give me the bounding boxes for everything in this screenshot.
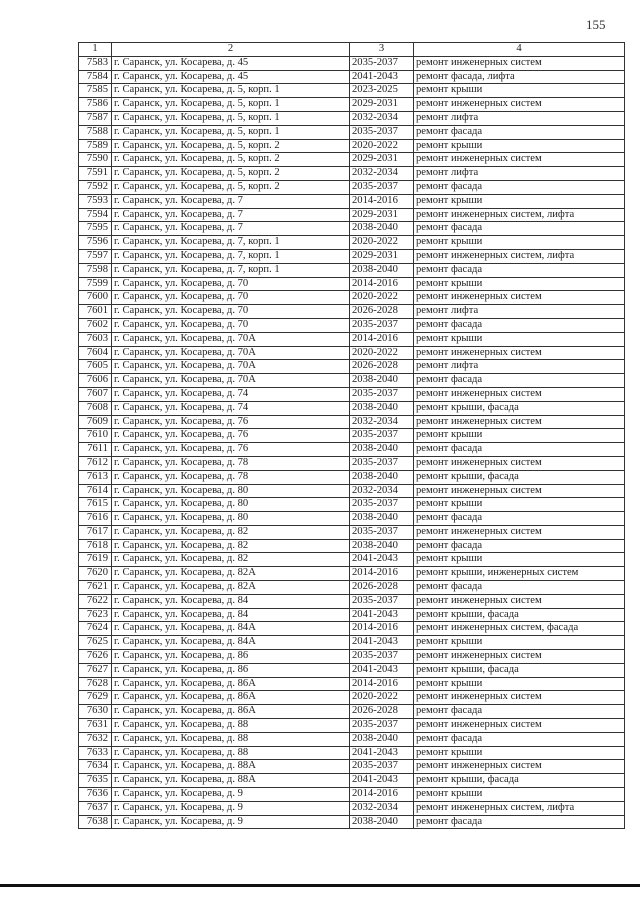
period-cell: 2029-2031 [350,98,414,112]
row-number-cell: 7604 [79,346,112,360]
address-cell: г. Саранск, ул. Косарева, д. 84А [112,636,350,650]
work-type-cell: ремонт крыши [414,746,625,760]
row-number-cell: 7621 [79,581,112,595]
work-type-cell: ремонт инженерных систем [414,691,625,705]
address-cell: г. Саранск, ул. Косарева, д. 9 [112,815,350,829]
table-row [79,484,625,498]
table-row [79,567,625,581]
period-cell: 2032-2034 [350,801,414,815]
work-type-cell: ремонт инженерных систем [414,650,625,664]
work-type-cell: ремонт инженерных систем [414,719,625,733]
address-cell: г. Саранск, ул. Косарева, д. 5, корп. 2 [112,153,350,167]
row-number-cell: 7588 [79,125,112,139]
row-number-cell: 7598 [79,263,112,277]
row-number-cell: 7614 [79,484,112,498]
work-type-cell: ремонт инженерных систем, лифта [414,801,625,815]
work-type-cell: ремонт фасада [414,581,625,595]
work-type-cell: ремонт крыши [414,194,625,208]
work-type-cell: ремонт крыши [414,788,625,802]
table-row [79,705,625,719]
address-cell: г. Саранск, ул. Косарева, д. 5, корп. 1 [112,98,350,112]
address-cell: г. Саранск, ул. Косарева, д. 80 [112,512,350,526]
row-number-cell: 7625 [79,636,112,650]
work-type-cell: ремонт фасада [414,125,625,139]
address-cell: г. Саранск, ул. Косарева, д. 7, корп. 1 [112,249,350,263]
table-row [79,167,625,181]
row-number-cell: 7608 [79,401,112,415]
work-type-cell: ремонт лифта [414,167,625,181]
address-cell: г. Саранск, ул. Косарева, д. 70А [112,360,350,374]
period-cell: 2014-2016 [350,194,414,208]
table-row [79,263,625,277]
table-row [79,456,625,470]
work-type-cell: ремонт крыши [414,636,625,650]
period-cell: 2038-2040 [350,443,414,457]
period-cell: 2035-2037 [350,525,414,539]
address-cell: г. Саранск, ул. Косарева, д. 70 [112,291,350,305]
period-cell: 2032-2034 [350,484,414,498]
row-number-cell: 7637 [79,801,112,815]
table-row [79,98,625,112]
period-cell: 2014-2016 [350,677,414,691]
period-cell: 2020-2022 [350,291,414,305]
period-cell: 2035-2037 [350,318,414,332]
period-cell: 2026-2028 [350,581,414,595]
work-type-cell: ремонт фасада [414,539,625,553]
work-type-cell: ремонт крыши [414,498,625,512]
address-cell: г. Саранск, ул. Косарева, д. 9 [112,801,350,815]
row-number-cell: 7627 [79,663,112,677]
address-cell: г. Саранск, ул. Косарева, д. 45 [112,70,350,84]
table-row [79,760,625,774]
row-number-cell: 7594 [79,208,112,222]
address-cell: г. Саранск, ул. Косарева, д. 74 [112,387,350,401]
table-row [79,746,625,760]
period-cell: 2014-2016 [350,622,414,636]
work-type-cell: ремонт крыши [414,332,625,346]
address-cell: г. Саранск, ул. Косарева, д. 88А [112,760,350,774]
address-cell: г. Саранск, ул. Косарева, д. 88А [112,774,350,788]
row-number-cell: 7602 [79,318,112,332]
table-row [79,387,625,401]
table-row [79,429,625,443]
row-number-cell: 7601 [79,305,112,319]
period-cell: 2035-2037 [350,719,414,733]
address-cell: г. Саранск, ул. Косарева, д. 7 [112,222,350,236]
row-number-cell: 7636 [79,788,112,802]
period-cell: 2038-2040 [350,512,414,526]
work-type-cell: ремонт инженерных систем [414,291,625,305]
row-number-cell: 7629 [79,691,112,705]
address-cell: г. Саранск, ул. Косарева, д. 7 [112,208,350,222]
address-cell: г. Саранск, ул. Косарева, д. 84 [112,608,350,622]
address-cell: г. Саранск, ул. Косарева, д. 82 [112,539,350,553]
address-cell: г. Саранск, ул. Косарева, д. 9 [112,788,350,802]
address-cell: г. Саранск, ул. Косарева, д. 88 [112,719,350,733]
table-row [79,305,625,319]
row-number-cell: 7592 [79,180,112,194]
address-cell: г. Саранск, ул. Косарева, д. 70 [112,277,350,291]
address-cell: г. Саранск, ул. Косарева, д. 84А [112,622,350,636]
table-row [79,636,625,650]
table-row [79,70,625,84]
table-row [79,332,625,346]
address-cell: г. Саранск, ул. Косарева, д. 70 [112,305,350,319]
period-cell: 2035-2037 [350,498,414,512]
work-type-cell: ремонт крыши, фасада [414,774,625,788]
row-number-cell: 7624 [79,622,112,636]
work-type-cell: ремонт крыши [414,277,625,291]
address-cell: г. Саранск, ул. Косарева, д. 7, корп. 1 [112,236,350,250]
address-cell: г. Саранск, ул. Косарева, д. 82А [112,567,350,581]
table-row [79,346,625,360]
address-cell: г. Саранск, ул. Косарева, д. 5, корп. 1 [112,111,350,125]
period-cell: 2038-2040 [350,732,414,746]
period-cell: 2035-2037 [350,387,414,401]
row-number-cell: 7619 [79,553,112,567]
address-cell: г. Саранск, ул. Косарева, д. 84 [112,594,350,608]
row-number-cell: 7593 [79,194,112,208]
row-number-cell: 7612 [79,456,112,470]
table-row [79,415,625,429]
row-number-cell: 7638 [79,815,112,829]
period-cell: 2035-2037 [350,594,414,608]
period-cell: 2014-2016 [350,567,414,581]
table-row [79,525,625,539]
address-cell: г. Саранск, ул. Косарева, д. 70А [112,374,350,388]
table-row [79,125,625,139]
table-row [79,774,625,788]
address-cell: г. Саранск, ул. Косарева, д. 82А [112,581,350,595]
work-type-cell: ремонт фасада [414,318,625,332]
address-cell: г. Саранск, ул. Косарева, д. 86А [112,691,350,705]
row-number-cell: 7626 [79,650,112,664]
row-number-cell: 7584 [79,70,112,84]
address-cell: г. Саранск, ул. Косарева, д. 76 [112,415,350,429]
table-row [79,553,625,567]
period-cell: 2014-2016 [350,788,414,802]
work-type-cell: ремонт крыши [414,553,625,567]
period-cell: 2041-2043 [350,636,414,650]
work-type-cell: ремонт фасада [414,815,625,829]
work-type-cell: ремонт инженерных систем [414,484,625,498]
work-type-cell: ремонт инженерных систем [414,346,625,360]
table-row [79,608,625,622]
table-row [79,360,625,374]
period-cell: 2035-2037 [350,760,414,774]
table-row [79,801,625,815]
row-number-cell: 7615 [79,498,112,512]
work-type-cell: ремонт инженерных систем, лифта [414,208,625,222]
table-row [79,470,625,484]
address-cell: г. Саранск, ул. Косарева, д. 80 [112,498,350,512]
table-row [79,222,625,236]
work-type-cell: ремонт крыши, фасада [414,401,625,415]
row-number-cell: 7618 [79,539,112,553]
period-cell: 2032-2034 [350,111,414,125]
work-type-cell: ремонт инженерных систем, фасада [414,622,625,636]
work-type-cell: ремонт инженерных систем [414,153,625,167]
work-type-cell: ремонт крыши [414,429,625,443]
work-type-cell: ремонт инженерных систем [414,98,625,112]
table-row [79,815,625,829]
table-row [79,249,625,263]
period-cell: 2026-2028 [350,705,414,719]
column-header-2: 2 [112,43,350,57]
table-row [79,374,625,388]
row-number-cell: 7633 [79,746,112,760]
row-number-cell: 7600 [79,291,112,305]
work-type-cell: ремонт крыши [414,139,625,153]
address-cell: г. Саранск, ул. Косарева, д. 76 [112,429,350,443]
period-cell: 2032-2034 [350,167,414,181]
address-cell: г. Саранск, ул. Косарева, д. 7, корп. 1 [112,263,350,277]
address-cell: г. Саранск, ул. Косарева, д. 86А [112,677,350,691]
address-cell: г. Саранск, ул. Косарева, д. 5, корп. 2 [112,167,350,181]
table-row [79,663,625,677]
period-cell: 2020-2022 [350,346,414,360]
table-row [79,498,625,512]
work-type-cell: ремонт фасада [414,443,625,457]
period-cell: 2041-2043 [350,663,414,677]
table-row [79,539,625,553]
work-type-cell: ремонт фасада [414,222,625,236]
period-cell: 2020-2022 [350,236,414,250]
period-cell: 2035-2037 [350,125,414,139]
work-type-cell: ремонт фасада [414,705,625,719]
row-number-cell: 7586 [79,98,112,112]
table-row [79,622,625,636]
period-cell: 2035-2037 [350,56,414,70]
row-number-cell: 7628 [79,677,112,691]
address-cell: г. Саранск, ул. Косарева, д. 70А [112,346,350,360]
period-cell: 2014-2016 [350,277,414,291]
table-row [79,180,625,194]
address-cell: г. Саранск, ул. Косарева, д. 7 [112,194,350,208]
table-row [79,650,625,664]
address-cell: г. Саранск, ул. Косарева, д. 86 [112,650,350,664]
column-header-4: 4 [414,43,625,57]
table-row [79,208,625,222]
period-cell: 2041-2043 [350,553,414,567]
period-cell: 2041-2043 [350,746,414,760]
table-row [79,277,625,291]
work-type-cell: ремонт фасада [414,180,625,194]
page-number: 155 [586,17,606,32]
work-type-cell: ремонт фасада [414,512,625,526]
row-number-cell: 7635 [79,774,112,788]
table-row [79,318,625,332]
table-row [79,194,625,208]
row-number-cell: 7591 [79,167,112,181]
period-cell: 2035-2037 [350,650,414,664]
period-cell: 2023-2025 [350,84,414,98]
work-type-cell: ремонт инженерных систем [414,415,625,429]
table-row [79,512,625,526]
work-type-cell: ремонт крыши [414,84,625,98]
row-number-cell: 7623 [79,608,112,622]
table-row [79,291,625,305]
address-cell: г. Саранск, ул. Косарева, д. 86А [112,705,350,719]
row-number-cell: 7596 [79,236,112,250]
address-cell: г. Саранск, ул. Косарева, д. 82 [112,525,350,539]
row-number-cell: 7611 [79,443,112,457]
period-cell: 2041-2043 [350,608,414,622]
row-number-cell: 7632 [79,732,112,746]
row-number-cell: 7590 [79,153,112,167]
table-row [79,84,625,98]
address-cell: г. Саранск, ул. Косарева, д. 86 [112,663,350,677]
table-header-row [79,43,625,57]
work-type-cell: ремонт фасада [414,263,625,277]
address-cell: г. Саранск, ул. Косарева, д. 74 [112,401,350,415]
row-number-cell: 7585 [79,84,112,98]
period-cell: 2020-2022 [350,139,414,153]
table-row [79,236,625,250]
row-number-cell: 7607 [79,387,112,401]
repair-schedule-table [78,42,625,829]
row-number-cell: 7589 [79,139,112,153]
row-number-cell: 7595 [79,222,112,236]
address-cell: г. Саранск, ул. Косарева, д. 45 [112,56,350,70]
period-cell: 2038-2040 [350,815,414,829]
row-number-cell: 7603 [79,332,112,346]
period-cell: 2038-2040 [350,263,414,277]
row-number-cell: 7597 [79,249,112,263]
work-type-cell: ремонт инженерных систем, лифта [414,249,625,263]
address-cell: г. Саранск, ул. Косарева, д. 80 [112,484,350,498]
work-type-cell: ремонт лифта [414,111,625,125]
work-type-cell: ремонт лифта [414,360,625,374]
period-cell: 2026-2028 [350,360,414,374]
row-number-cell: 7610 [79,429,112,443]
page-bottom-rule [0,884,640,887]
period-cell: 2041-2043 [350,70,414,84]
period-cell: 2029-2031 [350,153,414,167]
column-header-1: 1 [79,43,112,57]
work-type-cell: ремонт фасада [414,732,625,746]
period-cell: 2032-2034 [350,415,414,429]
table-row [79,732,625,746]
table-row [79,719,625,733]
address-cell: г. Саранск, ул. Косарева, д. 5, корп. 2 [112,139,350,153]
address-cell: г. Саранск, ул. Косарева, д. 88 [112,732,350,746]
row-number-cell: 7617 [79,525,112,539]
table-body [79,43,625,829]
period-cell: 2035-2037 [350,180,414,194]
row-number-cell: 7613 [79,470,112,484]
work-type-cell: ремонт инженерных систем [414,56,625,70]
row-number-cell: 7609 [79,415,112,429]
address-cell: г. Саранск, ул. Косарева, д. 5, корп. 2 [112,180,350,194]
address-cell: г. Саранск, ул. Косарева, д. 88 [112,746,350,760]
row-number-cell: 7634 [79,760,112,774]
address-cell: г. Саранск, ул. Косарева, д. 5, корп. 1 [112,84,350,98]
work-type-cell: ремонт крыши, инженерных систем [414,567,625,581]
work-type-cell: ремонт инженерных систем [414,760,625,774]
row-number-cell: 7616 [79,512,112,526]
address-cell: г. Саранск, ул. Косарева, д. 5, корп. 1 [112,125,350,139]
work-type-cell: ремонт инженерных систем [414,456,625,470]
row-number-cell: 7599 [79,277,112,291]
address-cell: г. Саранск, ул. Косарева, д. 70 [112,318,350,332]
column-header-3: 3 [350,43,414,57]
table-row [79,581,625,595]
period-cell: 2038-2040 [350,470,414,484]
table-row [79,691,625,705]
row-number-cell: 7606 [79,374,112,388]
period-cell: 2029-2031 [350,249,414,263]
work-type-cell: ремонт крыши, фасада [414,663,625,677]
period-cell: 2014-2016 [350,332,414,346]
period-cell: 2035-2037 [350,429,414,443]
row-number-cell: 7587 [79,111,112,125]
work-type-cell: ремонт лифта [414,305,625,319]
period-cell: 2038-2040 [350,222,414,236]
table-row [79,56,625,70]
period-cell: 2038-2040 [350,539,414,553]
table-row [79,594,625,608]
period-cell: 2020-2022 [350,691,414,705]
row-number-cell: 7583 [79,56,112,70]
row-number-cell: 7622 [79,594,112,608]
work-type-cell: ремонт инженерных систем [414,525,625,539]
table-row [79,677,625,691]
table-row [79,401,625,415]
period-cell: 2038-2040 [350,374,414,388]
period-cell: 2026-2028 [350,305,414,319]
period-cell: 2041-2043 [350,774,414,788]
row-number-cell: 7630 [79,705,112,719]
address-cell: г. Саранск, ул. Косарева, д. 76 [112,443,350,457]
address-cell: г. Саранск, ул. Косарева, д. 82 [112,553,350,567]
address-cell: г. Саранск, ул. Косарева, д. 78 [112,456,350,470]
address-cell: г. Саранск, ул. Косарева, д. 78 [112,470,350,484]
work-type-cell: ремонт фасада [414,374,625,388]
work-type-cell: ремонт инженерных систем [414,594,625,608]
work-type-cell: ремонт крыши [414,236,625,250]
table-row [79,153,625,167]
table-row [79,443,625,457]
table-row [79,139,625,153]
address-cell: г. Саранск, ул. Косарева, д. 70А [112,332,350,346]
row-number-cell: 7631 [79,719,112,733]
period-cell: 2029-2031 [350,208,414,222]
table-row [79,788,625,802]
period-cell: 2038-2040 [350,401,414,415]
table-row [79,111,625,125]
period-cell: 2035-2037 [350,456,414,470]
work-type-cell: ремонт крыши [414,677,625,691]
work-type-cell: ремонт крыши, фасада [414,608,625,622]
row-number-cell: 7620 [79,567,112,581]
work-type-cell: ремонт фасада, лифта [414,70,625,84]
row-number-cell: 7605 [79,360,112,374]
work-type-cell: ремонт крыши, фасада [414,470,625,484]
work-type-cell: ремонт инженерных систем [414,387,625,401]
